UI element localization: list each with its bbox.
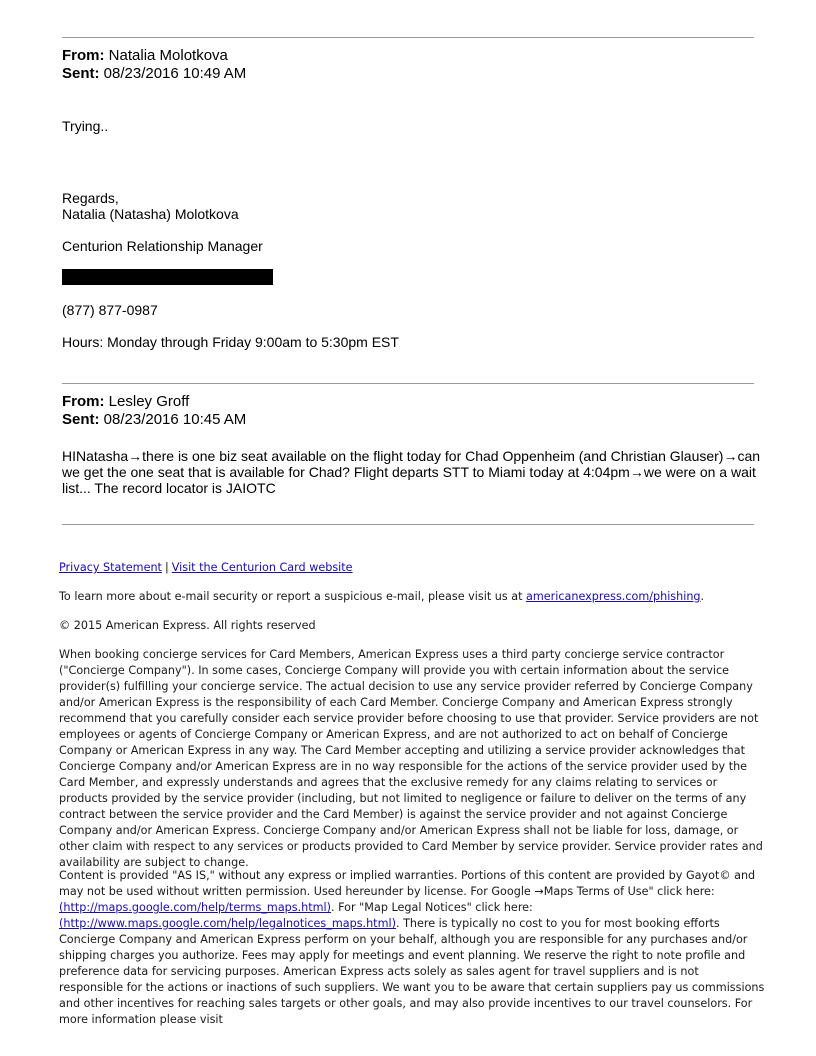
link-separator: | [164, 561, 169, 574]
sent-line: Sent: 08/23/2016 10:49 AM [62, 65, 247, 82]
sender-name: Lesley Groff [108, 393, 190, 410]
signature-phone: (877) 877-0987 [62, 302, 158, 318]
legal-notices-link[interactable]: (http://www.maps.google.com/help/legalnotices_maps.html) [59, 917, 396, 930]
message-2-body-line-1: HINatasha→there is one biz seat available on the flight today for Chad Oppenheim (and Christian Glauser)→can [62, 448, 761, 464]
message-2-body-line-3: list... The record locator is JAIOTC [62, 480, 276, 496]
copyright: © 2015 American Express. All rights reserved [59, 619, 316, 632]
footer-links [59, 560, 765, 576]
message-2-body-line-2: we get the one seat that is available for Chad? Flight departs STT to Miami today at 4:04pm→we were on a wait [62, 464, 756, 480]
sender-name: Natalia Molotkova [108, 47, 228, 64]
message-1-body: Trying.. [62, 118, 109, 134]
divider-top [62, 37, 754, 38]
security-notice: To learn more about e-mail security or report a suspicious e-mail, please visit us at americanexpress.com/phishing. [59, 590, 705, 603]
regards: Regards, [62, 190, 119, 206]
from-line: From: Natalia Molotkova [62, 47, 228, 64]
redaction-bar [62, 269, 273, 285]
privacy-statement-link[interactable]: Privacy Statement [59, 561, 162, 574]
divider-middle [62, 383, 754, 384]
message-1-header [62, 47, 246, 83]
sent-line: Sent: 08/23/2016 10:45 AM [62, 411, 247, 428]
signature-title: Centurion Relationship Manager [62, 238, 263, 254]
terms-link[interactable]: (http://maps.google.com/help/terms_maps.html) [59, 901, 332, 914]
signature-hours: Hours: Monday through Friday 9:00am to 5:30pm EST [62, 334, 399, 350]
sent-timestamp: 08/23/2016 10:45 AM [103, 411, 247, 428]
from-line: From: Lesley Groff [62, 393, 190, 410]
concierge-disclaimer: When booking concierge services for Card Members, American Express uses a third party concierge service contractor ("Concierge Company"). In some cases, Concierge Company will provide you with certain information about the service provider(s) fulfilling your concierge service. The actual decision to use any service provider referred by Concierge Company and/or American Express is the responsibility of each Card Member. Concierge Company and American Express strongly recommend that you carefully consider each service provider before choosing to use that provider. Service providers are not employees or agents of Concierge Company or American Express, and are not authorized to act on behalf of Concierge Company or American Express in any way. The Card Member accepting and utilizing a service provider acknowledges that Concierge Company and/or American Express are in no way responsible for the actions of the service provider used by the Card Member, and expressly understands and agrees that the exclusive remedy for any claims relating to services or products provided by the service provider (including, but not limited to negligence or failure to deliver on the terms of any contract between the service provider and the Card Member) is against the service provider and not against Concierge Company and/or American Express. Concierge Company and/or American Express shall not be liable for loss, damage, or other claim with respect to any services or products provided to Card Member by service provider. Service provider rates and availability are subject to change. [59, 648, 763, 869]
content-disclaimer: Content is provided "AS IS," without any express or implied warranties. Portions of this content are provided by Gayot© and may not be used without written permission. Used hereunder by license. For Google →Maps Terms of Use" click here: (http://maps.google.com/help/terms_maps.html). For "Map Legal Notices" click here: (http://www.maps.google.com/help/legalnotices_maps.html). There is typically no cost to you for most booking efforts Concierge Company and American Express perform on your behalf, although you are responsible for any purchases and/or shipping charges you authorize. Fees may apply for meetings and event planning. We reserve the right to note profile and preference data for servicing purposes. American Express acts solely as sales agent for travel suppliers and is not responsible for the actions or inactions of such suppliers. We want you to be aware that certain suppliers pay us commissions and other incentives for reaching sales targets or other goals, and may also provide incentives to our travel counselors. For more information please visit [59, 869, 765, 1026]
divider-bottom [62, 524, 754, 525]
signature-name: Natalia (Natasha) Molotkova [62, 206, 239, 222]
phishing-link[interactable]: americanexpress.com/phishing [526, 590, 701, 603]
centurion-website-link[interactable]: Visit the Centurion Card website [171, 561, 353, 574]
sent-timestamp: 08/23/2016 10:49 AM [103, 65, 247, 82]
message-2-header [62, 393, 246, 429]
